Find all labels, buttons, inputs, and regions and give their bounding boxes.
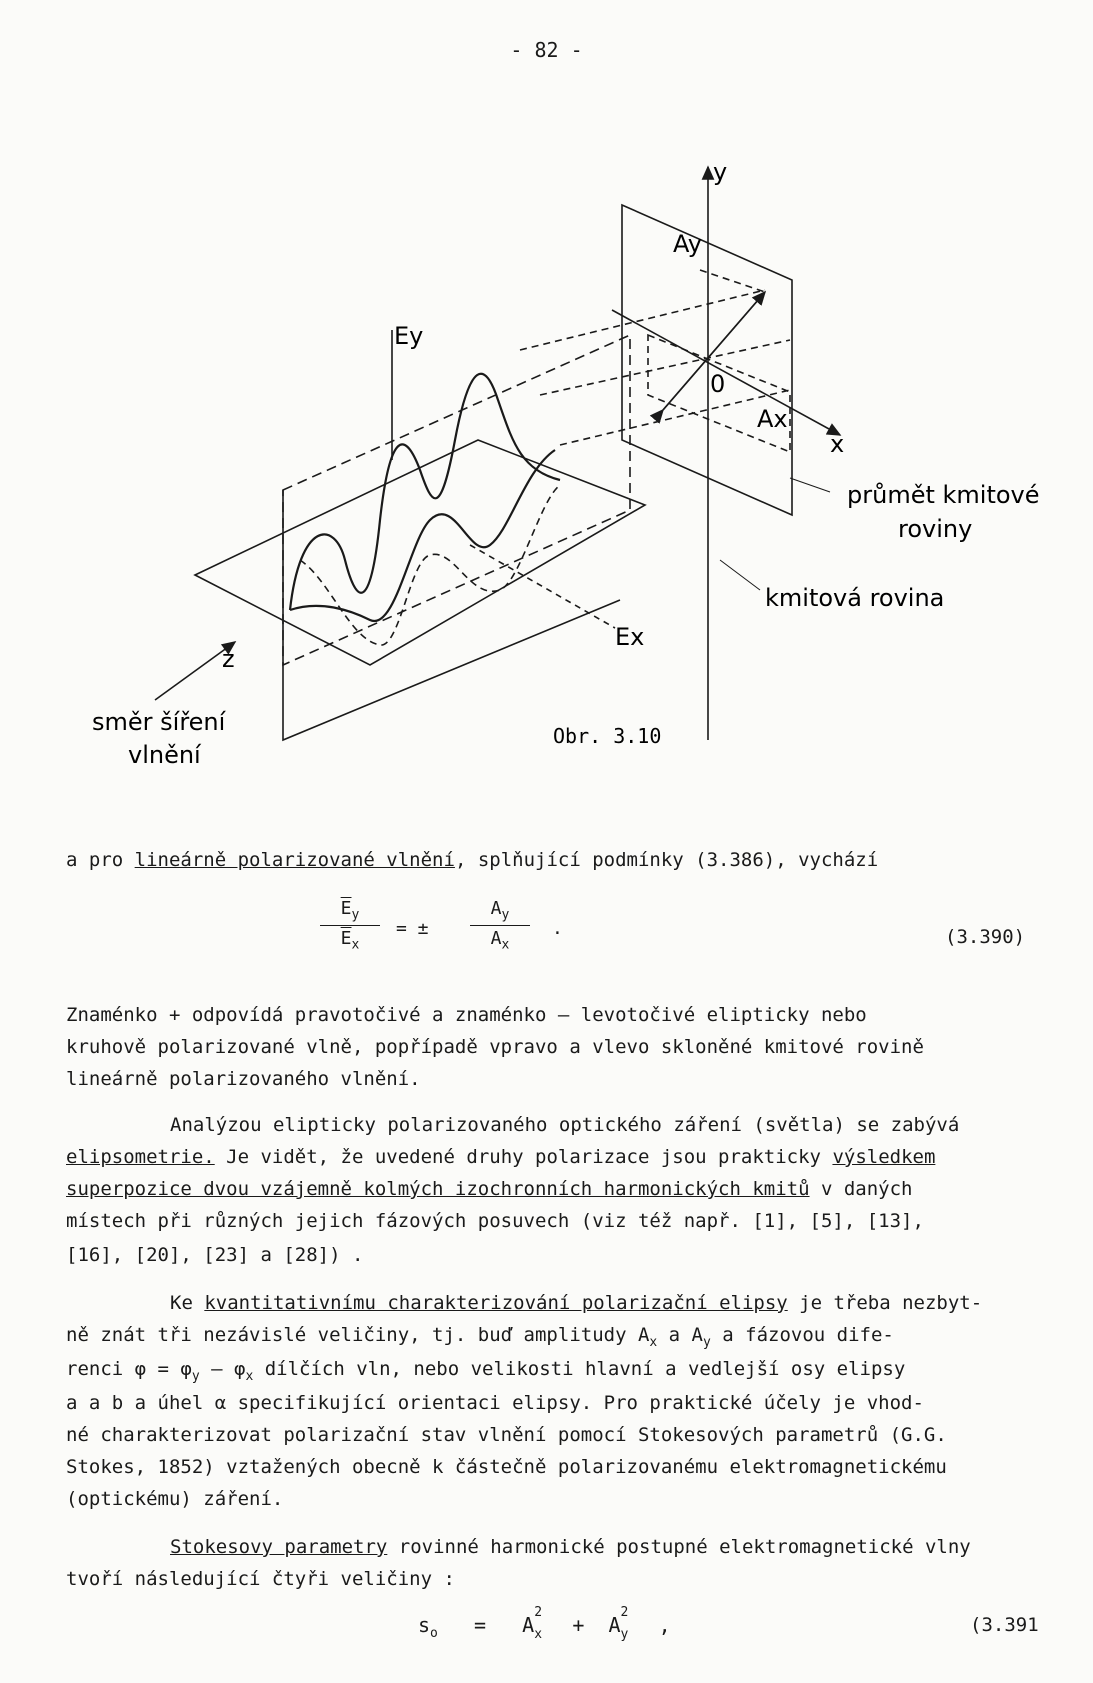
p3-line4: a a b a úhel α specifikující orientaci elipsy. Pro praktické účely je vhod- bbox=[66, 1392, 924, 1414]
equation-3-391: $s_o$ = A 2 x + A 2 y , bbox=[418, 1605, 671, 1642]
intro-line: a pro lineárně polarizované vlnění, splňující podmínky (3.386), vychází bbox=[66, 849, 879, 871]
page-number: - 82 - bbox=[510, 38, 583, 62]
label-ax: Ax bbox=[757, 405, 788, 433]
label-y: y bbox=[713, 158, 728, 186]
figure-caption: Obr. 3.10 bbox=[553, 724, 662, 748]
p1-line3: lineárně polarizovaného vlnění. bbox=[66, 1068, 421, 1090]
label-z: z bbox=[222, 645, 235, 673]
p3-line3: renci $\varphi = \varphi_y - \varphi_x$ dílčích vln, nebo velikosti hlavní a vedlejší osy elipsy bbox=[66, 1358, 906, 1384]
eq390-right-fraction: $\frac{A_y}{A_x}$ bbox=[470, 898, 530, 952]
p2-line1: Analýzou elipticky polarizovaného optického záření (světla) se zabývá bbox=[170, 1114, 960, 1136]
label-direction-1: směr šíření bbox=[92, 708, 226, 736]
eq390-left-fraction: $\frac{\overline{E}_y}{\overline{E}_x}$ bbox=[320, 898, 380, 952]
p3-line6: Stokes, 1852) vztažených obecně k částečně polarizovanému elektromagnetickému bbox=[66, 1456, 947, 1478]
vertical-plane-left bbox=[283, 490, 620, 740]
label-direction-2: vlnění bbox=[128, 741, 201, 769]
x-axis-line bbox=[612, 310, 840, 435]
p4-line1: Stokesovy parametry rovinné harmonické postupné elektromagnetické vlny bbox=[170, 1536, 971, 1558]
horizontal-oscillation-plane bbox=[195, 440, 645, 665]
label-ey: Ey bbox=[394, 322, 424, 350]
wave-vertical bbox=[290, 374, 560, 610]
wave-dashed bbox=[300, 485, 560, 645]
p2-line3: superpozice dvou vzájemně kolmých izochronních harmonických kmitů v daných bbox=[66, 1178, 913, 1200]
p1-line1: Znaménko + odpovídá pravotočivé a znaménko – levotočivé elipticky nebo bbox=[66, 1004, 867, 1026]
p3-line2: ně znát tři nezávislé veličiny, tj. buď amplitudy $A_x$ a $A_y$ a fázovou dife- bbox=[66, 1324, 894, 1350]
polarization-diagram-svg bbox=[0, 0, 1093, 820]
equation-3-390: $\frac{\overline{E}_y}{\overline{E}_x}$ = ± $\frac{A_y}{A_x}$ . bbox=[320, 898, 570, 978]
p3-line1: Ke kvantitativnímu charakterizování polarizační elipsy je třeba nezbyt- bbox=[170, 1292, 983, 1314]
ex-axis-line bbox=[470, 545, 615, 628]
label-ay: Ay bbox=[673, 230, 702, 258]
p1-line2: kruhově polarizované vlně, popřípadě vpravo a vlevo skloněné kmitové rovině bbox=[66, 1036, 924, 1058]
label-projection-2: roviny bbox=[898, 515, 973, 543]
p4-line2: tvoří následující čtyři veličiny : bbox=[66, 1568, 455, 1590]
p3-line7: (optickému) záření. bbox=[66, 1488, 284, 1510]
label-projection-1: průmět kmitové bbox=[847, 481, 1040, 509]
p2-line5: [16], [20], [23] a [28]) . bbox=[66, 1244, 364, 1266]
p2-line2: elipsometrie. Je vidět, že uvedené druhy polarizace jsou prakticky výsledkem bbox=[66, 1146, 936, 1168]
label-origin: 0 bbox=[710, 370, 726, 398]
eq390-label: (3.390) bbox=[945, 926, 1026, 948]
figure-polarization-diagram bbox=[0, 0, 1093, 820]
p2-line4: místech při různých jejich fázových posuvech (viz též např. [1], [5], [13], bbox=[66, 1210, 924, 1232]
eq390-operator: = ± bbox=[396, 918, 429, 939]
label-oscillation-plane: kmitová rovina bbox=[765, 584, 945, 612]
label-ex: Ex bbox=[615, 623, 645, 651]
label-x: x bbox=[830, 430, 845, 458]
eq391-label: (3.391 bbox=[970, 1614, 1039, 1636]
p3-line5: né charakterizovat polarizační stav vlnění pomocí Stokesových parametrů (G.G. bbox=[66, 1424, 947, 1446]
